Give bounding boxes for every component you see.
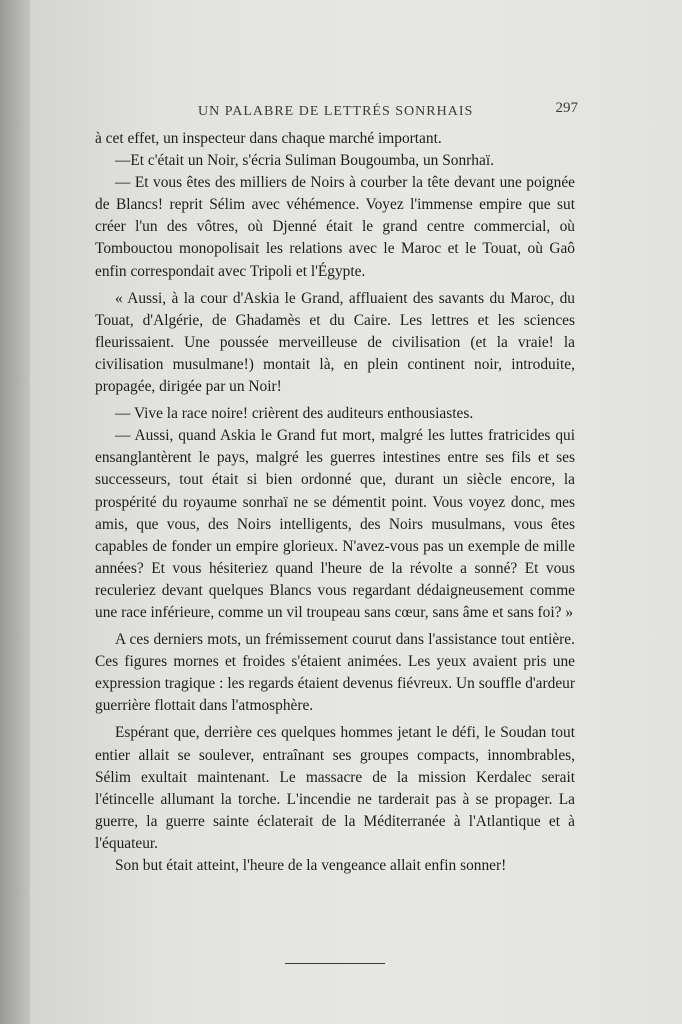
paragraph-7: A ces derniers mots, un frémissement courut dans l'assistance tout entière. Ces figures mornes et froides s'étaient animées. Les yeux avaient pris une expression tragique : les regards étaient devenus fiévreux. Un souffle d'ardeur guerrière flottait dans l'atmosphère. [95, 631, 575, 715]
paragraph-8: Espérant que, derrière ces quelques hommes jetant le défi, le Soudan tout entier allait se soulever, entraînant ses groupes compacts, innombrables, Sélim exultait maintenant. Le massacre de la mission Kerdalec serait l'étincelle allumant la torche. L'incendie ne tarderait pas à se propager. La guerre, la guerre sainte éclaterait de la Méditerranée à l'Atlantique et à l'équateur. [95, 724, 575, 852]
paragraph-4: « Aussi, à la cour d'Askia le Grand, affluaient des savants du Maroc, du Touat, d'Algérie, de Ghadamès et du Caire. Les lettres et les sciences fleurissaient. Une poussée merveilleuse de civilisation (et la vraie! la civilisation musulmane!) montait là, en plein continent noir, introduite, propagée, dirigée par un Noir! [95, 289, 575, 396]
paragraph-9: Son but était atteint, l'heure de la vengeance allait enfin sonner! [115, 857, 507, 874]
paragraph-3: — Et vous êtes des milliers de Noirs à courber la tête devant une poignée de Blancs! reprit Sélim avec véhémence. Voyez l'immense empire que sut créer l'un des vôtres, où Djenné était le grand centre commercial, où Tombouctou monopolisait les relations avec le Maroc et le Touat, où Gaô enfin correspondait avec Tripoli et l'Égypte. [95, 174, 575, 280]
paragraph-2: —Et c'était un Noir, s'écria Suliman Bougoumba, un Sonrhaï. [115, 152, 494, 170]
page-body [95, 128, 575, 877]
paragraph-5: — Vive la race noire! crièrent des auditeurs enthousiastes. [115, 405, 474, 423]
page-number: 297 [555, 100, 578, 116]
paragraph-1: à cet effet, un inspecteur dans chaque marché important. [95, 130, 442, 147]
running-title: UN PALABRE DE LETTRÉS SONRHAIS [198, 104, 474, 119]
page-header [150, 100, 580, 124]
end-rule [285, 963, 385, 964]
paragraph-6: — Aussi, quand Askia le Grand fut mort, malgré les luttes fratricides qui ensanglantèrent le pays, malgré les guerres intestines entre ses fils et ses successeurs, tout était si bien ordonné que, durant un siècle encore, la prospérité du royaume sonrhaï ne se démentit point. Vous voyez donc, mes amis, que vous, des Noirs intelligents, des Noirs musulmans, vous êtes capables de fonder un empire glorieux. N'avez-vous pas un exemple de mille années? Et vous hésiteriez quand l'heure de la révolte a sonné? Et vous reculeriez devant quelques Blancs vous regardant dédaigneusement comme une race inférieure, comme un vil troupeau sans cœur, sans âme et sans foi? » [95, 427, 575, 621]
